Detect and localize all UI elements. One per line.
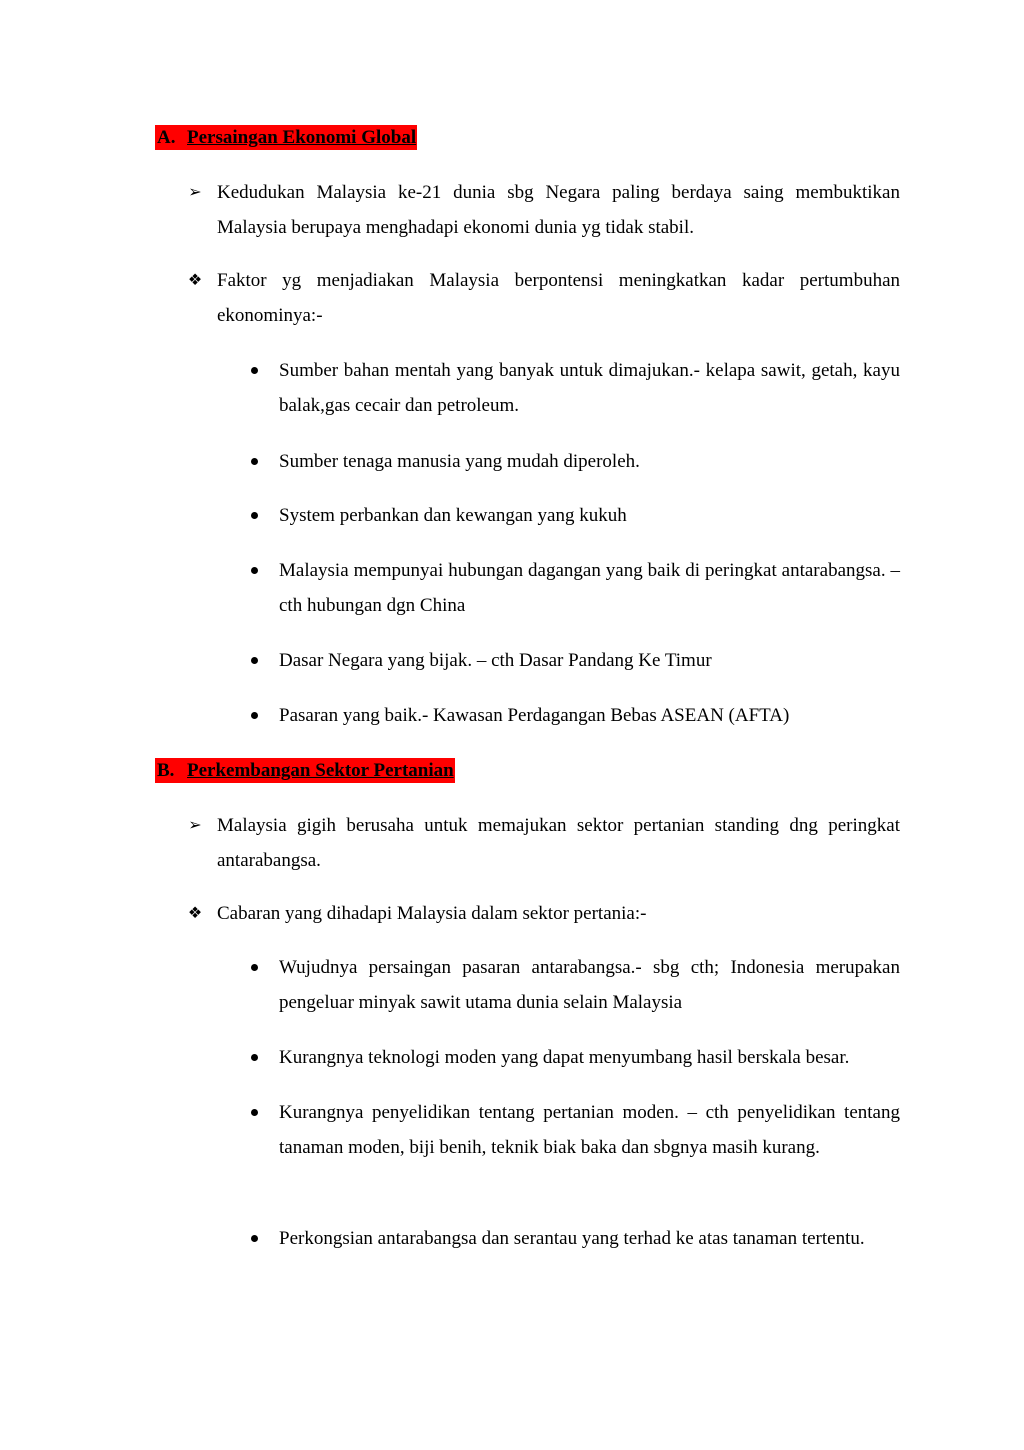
section-a-title: Persaingan Ekonomi Global: [187, 127, 417, 148]
arrow-icon: ➢: [188, 817, 202, 834]
section-a-bullet-item: Pasaran yang baik.- Kawasan Perdagangan Bebas ASEAN (AFTA): [279, 705, 790, 726]
section-b-title: Perkembangan Sektor Pertanian: [187, 760, 454, 781]
bullet-icon: [251, 1109, 258, 1116]
bullet-icon: [251, 458, 258, 465]
section-b-arrow-point: Malaysia gigih berusaha untuk memajukan sektor pertanian standing dng peringkat antarabangsa.: [217, 815, 900, 871]
section-a-diamond-point: Faktor yg menjadiakan Malaysia berpontensi meningkatkan kadar pertumbuhan ekonominya:-: [217, 270, 900, 326]
section-b-bullet-item: Perkongsian antarabangsa dan serantau yang terhad ke atas tanaman tertentu.: [279, 1228, 865, 1249]
diamond-icon: ❖: [187, 272, 203, 289]
section-b-bullet-item: Kurangnya teknologi moden yang dapat menyumbang hasil berskala besar.: [279, 1047, 850, 1068]
section-a-bullet-item: Sumber tenaga manusia yang mudah diperoleh.: [279, 451, 640, 472]
section-a-bullet-item: Malaysia mempunyai hubungan dagangan yang baik di peringkat antarabangsa. – cth hubungan dgn China: [279, 560, 900, 616]
bullet-icon: [251, 657, 258, 664]
bullet-icon: [251, 1054, 258, 1061]
section-b-bullet-item: Wujudnya persaingan pasaran antarabangsa.- sbg cth; Indonesia merupakan pengeluar minyak sawit utama dunia selain Malaysia: [279, 957, 900, 1013]
section-b-diamond-point: Cabaran yang dihadapi Malaysia dalam sektor pertania:-: [217, 903, 647, 924]
section-a-bullet-item: Sumber bahan mentah yang banyak untuk dimajukan.- kelapa sawit, getah, kayu balak,gas cecair dan petroleum.: [279, 360, 900, 416]
bullet-icon: [251, 1235, 258, 1242]
section-b-letter: B.: [155, 758, 186, 783]
bullet-icon: [251, 367, 258, 374]
bullet-icon: [251, 964, 258, 971]
section-a-letter: A.: [155, 125, 186, 150]
arrow-icon: ➢: [188, 184, 202, 201]
section-a-bullet-item: System perbankan dan kewangan yang kukuh: [279, 505, 627, 526]
bullet-icon: [251, 567, 258, 574]
section-b-heading: [155, 758, 455, 783]
section-a-heading: [155, 125, 417, 150]
bullet-icon: [251, 712, 258, 719]
section-a-bullet-item: Dasar Negara yang bijak. – cth Dasar Pandang Ke Timur: [279, 650, 712, 671]
section-b-bullet-item: Kurangnya penyelidikan tentang pertanian moden. – cth penyelidikan tentang tanaman moden, biji benih, teknik biak baka dan sbgnya masih kurang.: [279, 1102, 900, 1158]
diamond-icon: ❖: [187, 905, 203, 922]
section-a-arrow-point: Kedudukan Malaysia ke-21 dunia sbg Negara paling berdaya saing membuktikan Malaysia berupaya menghadapi ekonomi dunia yg tidak stabil.: [217, 182, 900, 238]
bullet-icon: [251, 512, 258, 519]
